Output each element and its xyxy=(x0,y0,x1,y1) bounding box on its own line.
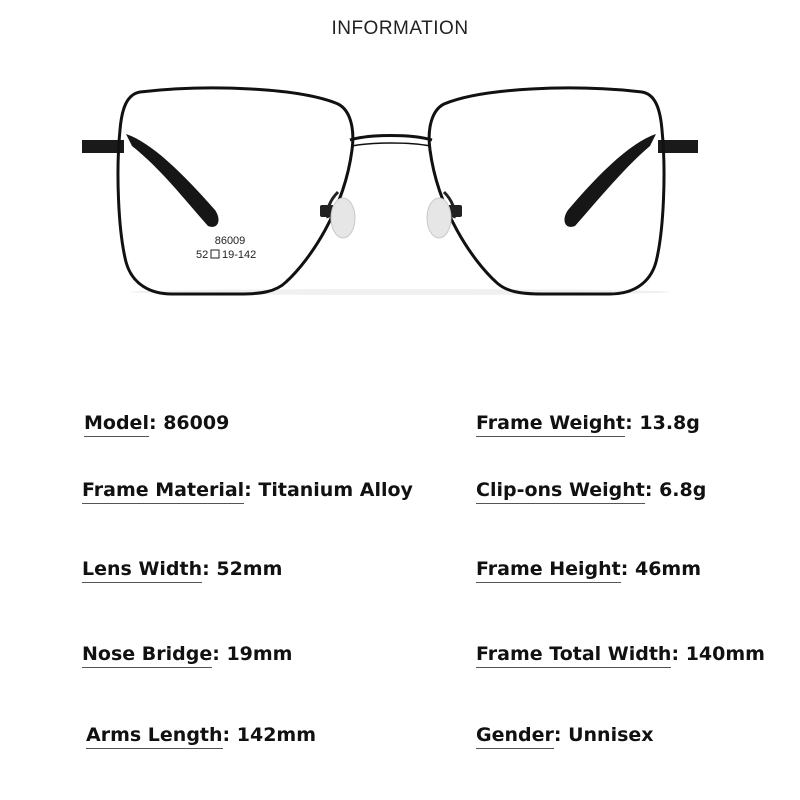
spec-value: 19mm xyxy=(226,643,293,665)
spec-value: 140mm xyxy=(685,643,765,665)
spec-value: 86009 xyxy=(163,412,230,434)
spec-frame-height: Frame Height: 46mm xyxy=(476,557,701,581)
spec-label: Frame Weight xyxy=(476,412,625,437)
spec-value: 142mm xyxy=(236,724,317,746)
spec-clip-ons-weight: Clip-ons Weight: 6.8g xyxy=(476,478,706,502)
spec-label: Arms Length xyxy=(86,724,223,749)
spec-value: 46mm xyxy=(634,558,702,580)
spec-arms-length: Arms Length: 142mm xyxy=(86,723,316,747)
spec-frame-total-width: Frame Total Width: 140mm xyxy=(476,642,765,666)
spec-label: Frame Height xyxy=(476,558,621,583)
spec-value: Titanium Alloy xyxy=(258,479,413,501)
spec-label: Frame Material xyxy=(82,479,244,504)
spec-value: 52mm xyxy=(216,558,283,580)
square-symbol-icon xyxy=(211,250,219,258)
right-temple-arm xyxy=(564,134,656,227)
left-temple-arm xyxy=(126,134,219,227)
spec-label: Nose Bridge xyxy=(82,643,212,668)
spec-value: Unnisex xyxy=(568,724,654,746)
spec-label: Clip-ons Weight xyxy=(476,479,645,504)
spec-value: 13.8g xyxy=(639,412,700,434)
spec-label: Gender xyxy=(476,724,554,749)
spec-value: 6.8g xyxy=(659,479,707,501)
right-lens-rim xyxy=(429,88,664,294)
left-nose-pad xyxy=(331,198,355,238)
model-imprint: 86009 xyxy=(214,235,246,247)
spec-nose-bridge: Nose Bridge: 19mm xyxy=(82,642,292,666)
spec-label: Frame Total Width xyxy=(476,643,671,668)
size-imprint-lens: 52 xyxy=(196,249,209,261)
spec-label: Lens Width xyxy=(82,558,202,583)
glasses-product-image xyxy=(0,70,800,330)
spec-lens-width: Lens Width: 52mm xyxy=(82,557,282,581)
spec-model: Model: 86009 xyxy=(84,411,229,435)
spec-gender: Gender: Unnisex xyxy=(476,723,654,747)
left-lens-rim xyxy=(118,88,353,294)
spec-frame-material: Frame Material: Titanium Alloy xyxy=(82,478,413,502)
bridge xyxy=(350,136,432,141)
spec-label: Model xyxy=(84,412,149,437)
page-title: INFORMATION xyxy=(331,18,469,39)
spec-frame-weight: Frame Weight: 13.8g xyxy=(476,411,700,435)
size-imprint-rest: 19-142 xyxy=(222,249,257,261)
right-nose-pad xyxy=(427,198,451,238)
